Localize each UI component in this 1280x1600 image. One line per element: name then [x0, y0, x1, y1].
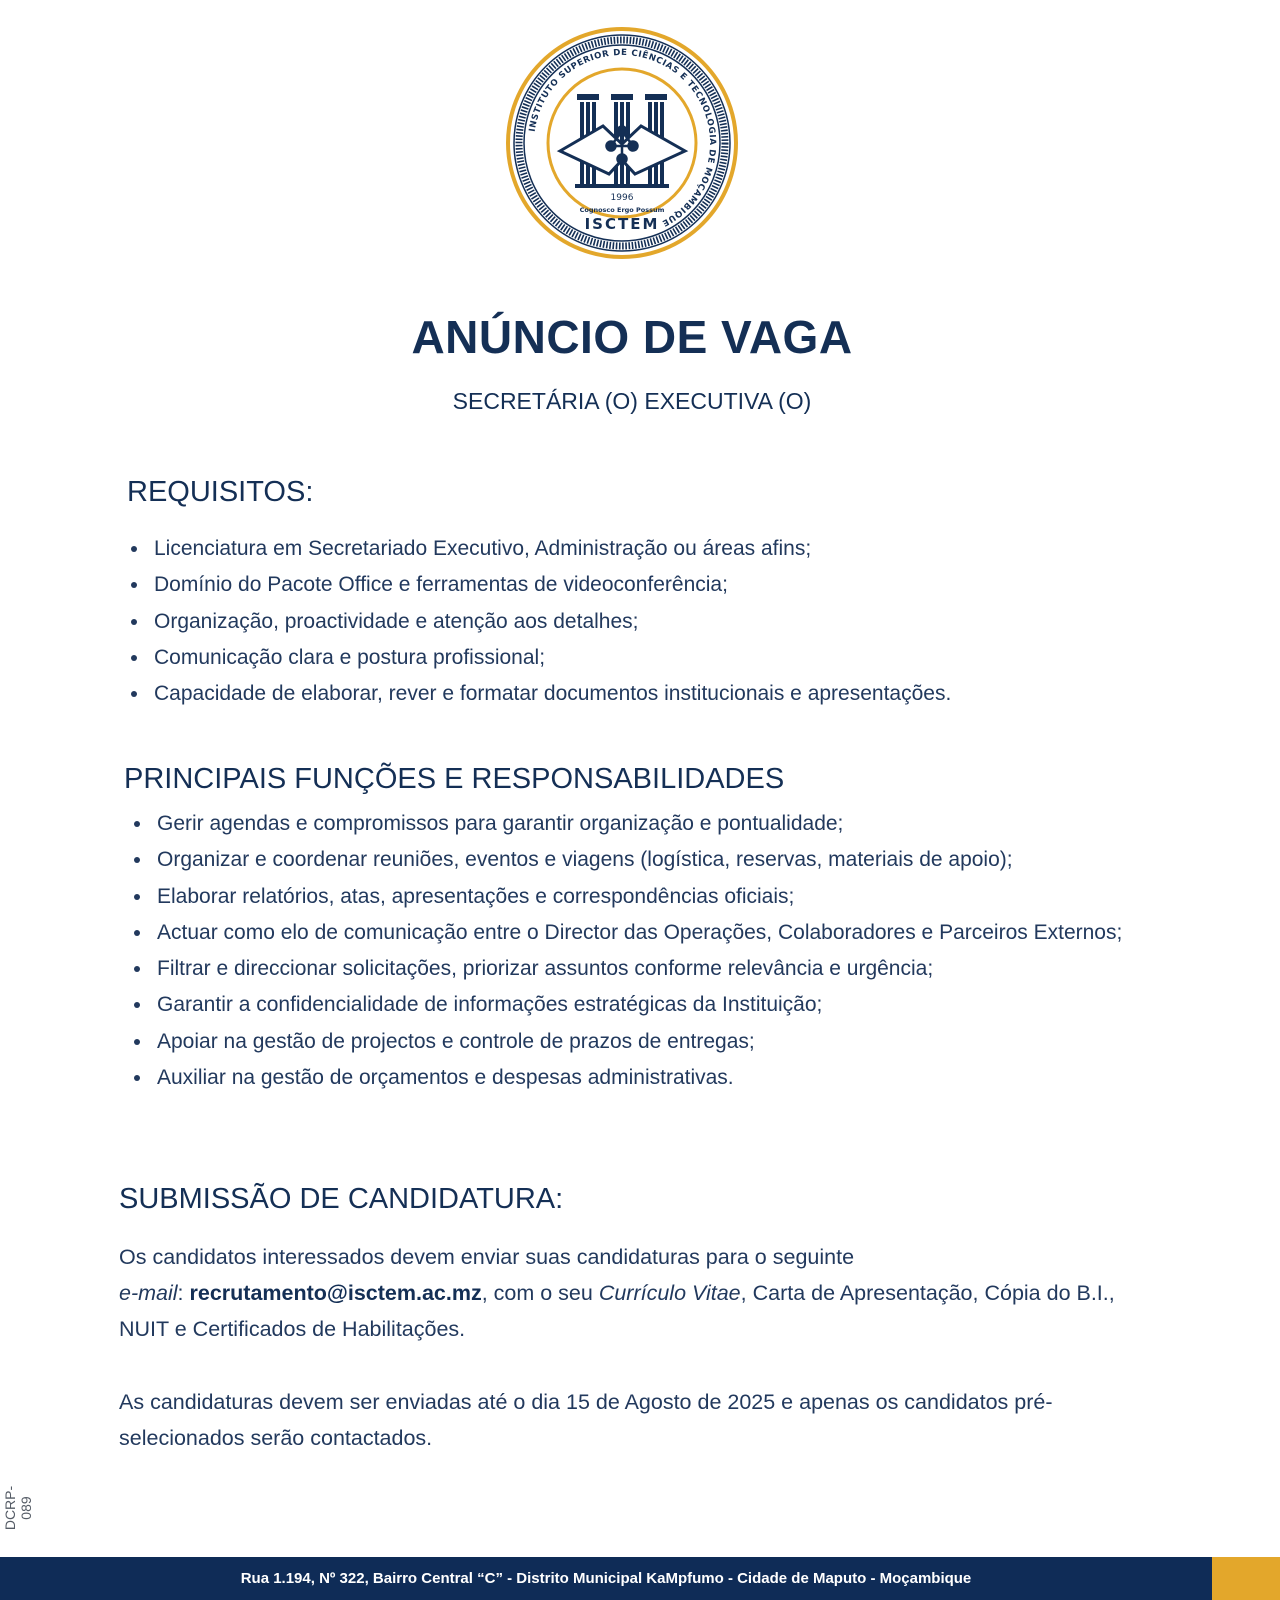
list-item: • Auxiliar na gestão de orçamentos e despesas administrativas. [153, 1060, 1183, 1096]
submission-paragraph [119, 1239, 1159, 1347]
job-title: SECRETÁRIA (O) EXECUTIVA (O) [452, 388, 812, 414]
cv-text: Currículo Vitae [598, 1281, 741, 1305]
requirements-list [126, 531, 1150, 712]
list-item: • Actuar como elo de comunicação entre o Director das Operações, Colaboradores e Parceiros Externos; [153, 915, 1183, 951]
responsibilities-list [129, 806, 1183, 1096]
list-item: • Capacidade de elaborar, rever e formatar documentos institucionais e apresentações. [150, 676, 1150, 712]
email-colon: : [177, 1281, 190, 1305]
logo-acronym: ISCTEM [584, 215, 660, 233]
list-item: • Garantir a confidencialidade de informações estratégicas da Instituição; [153, 987, 1183, 1023]
logo-year: 1996 [610, 193, 634, 203]
footer-accent [1212, 1557, 1280, 1600]
list-item: • Organização, proactividade e atenção aos detalhes; [150, 604, 1150, 640]
footer-bar [0, 1557, 1212, 1600]
page-title: ANÚNCIO DE VAGA [411, 311, 853, 363]
logo-ring-text: INSTITUTO SUPERIOR DE CIÊNCIAS E TECNOLOGIA DE MOÇAMBIQUE [527, 47, 718, 228]
footer-address: Rua 1.194, Nº 322, Bairro Central “C” - Distrito Municipal KaMpfumo - Cidade de Maputo - Moçambique [240, 1570, 972, 1587]
list-item: • Gerir agendas e compromissos para garantir organização e pontualidade; [153, 806, 1183, 842]
list-item: • Organizar e coordenar reuniões, eventos e viagens (logística, reservas, materiais de apoio); [153, 842, 1183, 878]
list-item: • Elaborar relatórios, atas, apresentações e correspondências oficiais; [153, 879, 1183, 915]
responsibilities-heading: PRINCIPAIS FUNÇÕES E RESPONSABILIDADES [124, 763, 785, 795]
list-item: • Filtrar e direccionar solicitações, priorizar assuntos conforme relevância e urgência; [153, 951, 1183, 987]
list-item: • Comunicação clara e postura profissional; [150, 640, 1150, 676]
logo-motto: Cognosco Ergo Possum [579, 206, 665, 214]
submission-intro: Os candidatos interessados devem enviar suas candidaturas para o seguinte [119, 1245, 855, 1269]
isctem-seal-logo [505, 26, 739, 260]
document-code: DCRP-089 [2, 1485, 34, 1531]
email-address[interactable]: recrutamento@isctem.ac.mz [189, 1281, 482, 1305]
email-label: e-mail [119, 1281, 178, 1305]
submission-text-3: , Carta de Apresentação, Cópia do B.I., NUIT e Certificados de Habilitações. [119, 1281, 1115, 1341]
requirements-heading: REQUISITOS: [127, 476, 314, 508]
list-item: • Licenciatura em Secretariado Executivo, Administração ou áreas afins; [150, 531, 1150, 567]
submission-heading: SUBMISSÃO DE CANDIDATURA: [119, 1183, 564, 1215]
list-item: • Domínio do Pacote Office e ferramentas de videoconferência; [150, 567, 1150, 603]
submission-text-2: , com o seu [481, 1281, 599, 1305]
list-item: • Apoiar na gestão de projectos e controle de prazos de entregas; [153, 1024, 1183, 1060]
deadline-paragraph: As candidaturas devem ser enviadas até o dia 15 de Agosto de 2025 e apenas os candidatos pré-selecionados serão contactados. [119, 1390, 1053, 1450]
